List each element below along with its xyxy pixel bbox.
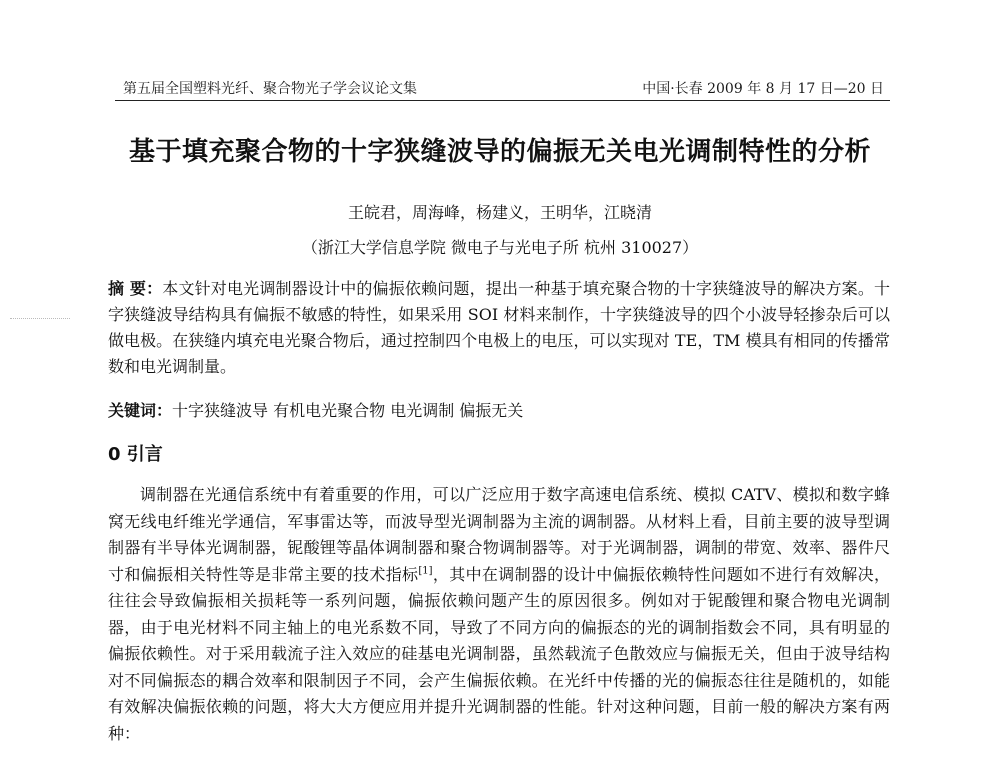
abstract-text: 本文针对电光调制器设计中的偏振依赖问题，提出一种基于填充聚合物的十字狭缝波导的解决方案。十字狭缝波导结构具有偏振不敏感的特性，如果采用 SOI 材料来制作，十字狭缝波导的四个小波导轻掺杂后可以做电极。在狭缝内填充电光聚合物后，通过控制四个电极上的电压，可以实现对 TE，TM 模具有相同的传播常数和电光调制量。 <box>108 279 890 376</box>
paragraph-text-part2: ，其中在调制器的设计中偏振依赖特性问题如不进行有效解决，往往会导致偏振相关损耗等一系列问题，偏振依赖问题产生的原因很多。例如对于铌酸锂和聚合物电光调制器，由于电光材料不同主轴上的电光系数不同，导致了不同方向的偏振态的光的调制指数会不同，具有明显的偏振依赖性。对于采用载流子注入效应的硅基电光调制器，虽然载流子色散效应与偏振无关，但由于波导结构对不同偏振态的耦合效率和限制因子不同，会产生偏振依赖。在光纤中传播的光的偏振态往往是随机的，如能有效解决偏振依赖的问题，将大大方便应用并提升光调制器的性能。针对这种问题，目前一般的解决方案有两种： <box>108 564 890 743</box>
section-heading-introduction: 0 引言 <box>108 444 163 465</box>
keywords-label: 关键词： <box>108 401 173 420</box>
paper-title: 基于填充聚合物的十字狭缝波导的偏振无关电光调制特性的分析 <box>128 137 871 167</box>
author-affiliation: （浙江大学信息学院 微电子与光电子所 杭州 310027） <box>301 238 699 257</box>
header-proceedings-title: 第五届全国塑料光纤、聚合物光子学会议论文集 <box>123 81 417 97</box>
scan-artifact <box>10 318 70 320</box>
running-header <box>115 76 890 101</box>
keywords-text: 十字狭缝波导 有机电光聚合物 电光调制 偏振无关 <box>172 401 524 420</box>
paragraph-text-part1: 调制器在光通信系统中有着重要的作用，可以广泛应用于数字高速电信系统、模拟 CATV、模拟和数字蜂窝无线电纤维光学通信，军事雷达等，而波导型光调制器为主流的调制器。从材料上看，目前主要的波导型调制器有半导体光调制器，铌酸锂等晶体调制器和聚合物调制器等。对于光调制器，调制的带宽、效率、器件尺寸和偏振相关特性等是非常主要的技术指标 <box>108 485 890 584</box>
header-location-date: 中国·长春 2009 年 8 月 17 日—20 日 <box>642 81 884 97</box>
citation-reference: [1] <box>418 565 433 577</box>
author-list: 王皖君，周海峰，杨建义，王明华，江晓清 <box>347 203 652 222</box>
abstract <box>108 276 890 380</box>
abstract-label: 摘 要： <box>108 279 163 298</box>
introduction-paragraph <box>108 482 890 747</box>
keywords <box>108 398 890 421</box>
